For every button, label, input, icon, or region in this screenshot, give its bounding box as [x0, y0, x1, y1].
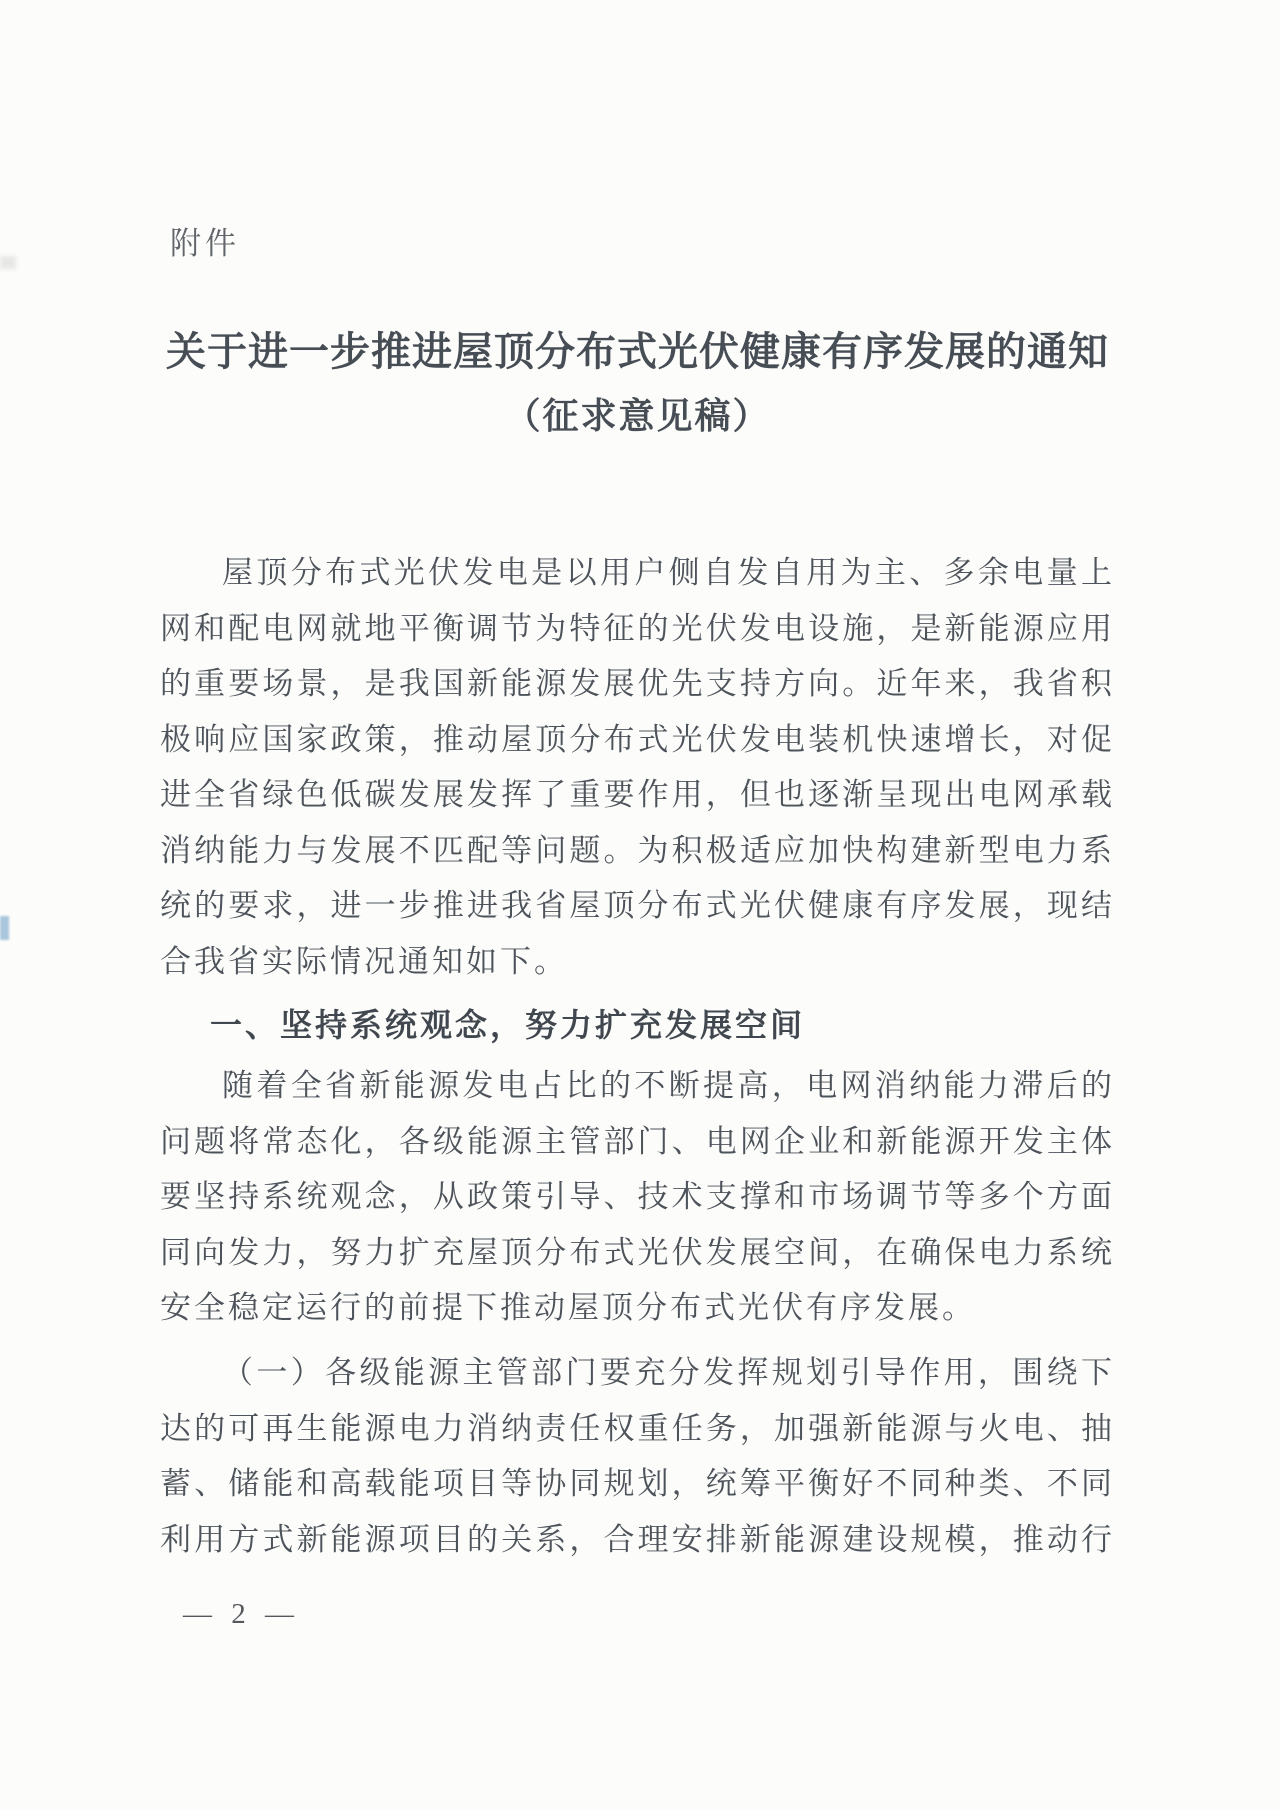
attachment-label: 附件 [170, 226, 240, 261]
text-line: 极响应国家政策，推动屋顶分布式光伏发电装机快速增长，对促 [160, 721, 1115, 757]
text-line: 问题将常态化，各级能源主管部门、电网企业和新能源开发主体 [160, 1123, 1115, 1159]
text-line: 达的可再生能源电力消纳责任权重任务，加强新能源与火电、抽 [160, 1410, 1115, 1446]
text-line: 统的要求，进一步推进我省屋顶分布式光伏健康有序发展，现结 [160, 888, 1115, 923]
text-line: （一）各级能源主管部门要充分发挥规划引导作用，围绕下 [222, 1355, 1115, 1390]
paragraph-section-1-intro [160, 1058, 1115, 1336]
text-line: 合我省实际情况通知如下。 [160, 943, 568, 979]
text-line: 同向发力，努力扩充屋顶分布式光伏发展空间，在确保电力系统 [160, 1234, 1115, 1270]
section-1-heading: 一、坚持系统观念，努力扩充发展空间 [210, 1007, 806, 1043]
text-line: 屋顶分布式光伏发电是以用户侧自发自用为主、多余电量上 [222, 555, 1115, 590]
paragraph-intro [160, 545, 1115, 989]
page-number: — 2 — [183, 1598, 300, 1630]
paragraph-item-1 [160, 1345, 1115, 1567]
text-line: 利用方式新能源项目的关系，合理安排新能源建设规模，推动行 [160, 1521, 1115, 1557]
text-line: 蓄、储能和高载能项目等协同规划，统筹平衡好不同种类、不同 [160, 1466, 1115, 1501]
scan-artifact-gray [0, 256, 16, 269]
text-line: 网和配电网就地平衡调节为特征的光伏发电设施，是新能源应用 [160, 610, 1115, 646]
scan-artifact-blue [0, 916, 9, 940]
text-line: 的重要场景，是我国新能源发展优先支持方向。近年来，我省积 [160, 666, 1115, 701]
text-line: 要坚持系统观念，从政策引导、技术支撑和市场调节等多个方面 [160, 1179, 1115, 1214]
document-subtitle: （征求意见稿） [504, 396, 771, 436]
document-title: 关于进一步推进屋顶分布式光伏健康有序发展的通知 [166, 329, 1109, 374]
text-line: 随着全省新能源发电占比的不断提高，电网消纳能力滞后的 [222, 1068, 1115, 1103]
text-line: 进全省绿色低碳发展发挥了重要作用，但也逐渐呈现出电网承载 [160, 777, 1115, 812]
text-line: 安全稳定运行的前提下推动屋顶分布式光伏有序发展。 [160, 1290, 976, 1325]
text-line: 消纳能力与发展不匹配等问题。为积极适应加快构建新型电力系 [160, 832, 1115, 868]
